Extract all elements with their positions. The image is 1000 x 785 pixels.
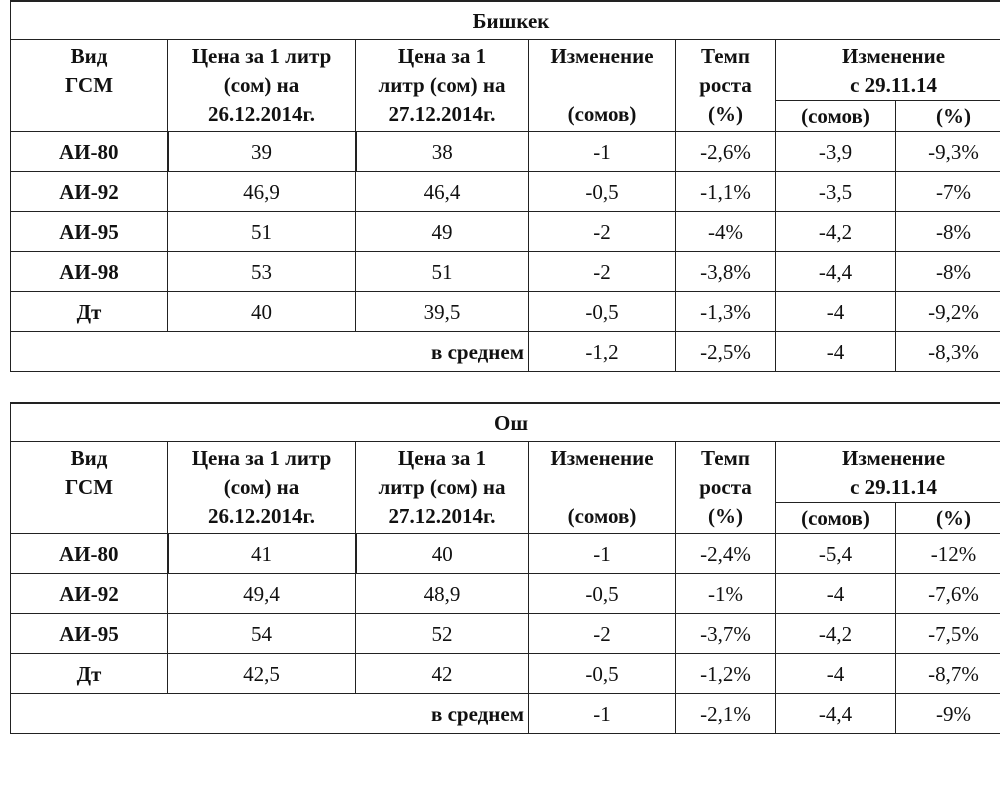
table-row (11, 614, 1000, 654)
change-since-som: -4,2 (776, 212, 896, 252)
price-curr: 40 (356, 534, 529, 574)
growth-rate: -1,1% (676, 172, 776, 212)
change-since-pct: -8% (896, 252, 1000, 292)
table-row (11, 534, 1000, 574)
header-growth-rate: Темп роста (%) (676, 40, 776, 132)
change-since-som: -5,4 (776, 534, 896, 574)
change: -1 (529, 132, 676, 172)
average-growth-rate: -2,5% (676, 332, 776, 372)
header-price-prev: Цена за 1 литр (сом) на 26.12.2014г. (168, 442, 356, 534)
change: -0,5 (529, 574, 676, 614)
average-change-since-som: -4 (776, 332, 896, 372)
price-prev: 41 (168, 534, 356, 574)
change-since-pct: -9,2% (896, 292, 1000, 332)
change-since-som: -3,9 (776, 132, 896, 172)
growth-rate: -1,3% (676, 292, 776, 332)
fuel-price-table-bishkek (10, 0, 1000, 372)
change-since-pct: -9,3% (896, 132, 1000, 172)
change-since-pct: -7% (896, 172, 1000, 212)
fuel-name: АИ-92 (11, 574, 168, 614)
growth-rate: -2,4% (676, 534, 776, 574)
table-row (11, 292, 1000, 332)
header-change-since-pct: (%) (896, 101, 1000, 132)
average-change-since-pct: -8,3% (896, 332, 1000, 372)
table-row (11, 574, 1000, 614)
header-change: Изменение (сомов) (529, 442, 676, 534)
fuel-price-table-osh (10, 402, 1000, 734)
header-fuel-type: Вид ГСМ (11, 40, 168, 132)
city-title: Бишкек (11, 1, 1000, 40)
table-row (11, 132, 1000, 172)
growth-rate: -3,7% (676, 614, 776, 654)
growth-rate: -3,8% (676, 252, 776, 292)
header-growth-rate: Темп роста (%) (676, 442, 776, 534)
price-prev: 42,5 (168, 654, 356, 694)
average-label: в среднем (11, 332, 529, 372)
price-prev: 51 (168, 212, 356, 252)
price-prev: 49,4 (168, 574, 356, 614)
price-prev: 46,9 (168, 172, 356, 212)
change: -2 (529, 252, 676, 292)
fuel-name: АИ-80 (11, 534, 168, 574)
header-change-since: Изменение с 29.11.14 (776, 40, 1000, 101)
header-change-since-som: (сомов) (776, 101, 896, 132)
price-curr: 39,5 (356, 292, 529, 332)
change-since-pct: -8% (896, 212, 1000, 252)
growth-rate: -2,6% (676, 132, 776, 172)
table-row (11, 172, 1000, 212)
change-since-som: -4 (776, 574, 896, 614)
header-price-curr: Цена за 1 литр (сом) на 27.12.2014г. (356, 442, 529, 534)
price-curr: 52 (356, 614, 529, 654)
change: -2 (529, 614, 676, 654)
fuel-name: АИ-92 (11, 172, 168, 212)
change-since-pct: -12% (896, 534, 1000, 574)
change-since-pct: -7,5% (896, 614, 1000, 654)
price-curr: 42 (356, 654, 529, 694)
average-change-since-pct: -9% (896, 694, 1000, 734)
change-since-som: -4 (776, 292, 896, 332)
average-row (11, 694, 1000, 734)
price-curr: 48,9 (356, 574, 529, 614)
change: -1 (529, 534, 676, 574)
price-curr: 38 (356, 132, 529, 172)
table-row (11, 252, 1000, 292)
change-since-pct: -8,7% (896, 654, 1000, 694)
header-price-prev: Цена за 1 литр (сом) на 26.12.2014г. (168, 40, 356, 132)
change-since-som: -3,5 (776, 172, 896, 212)
fuel-name: АИ-95 (11, 212, 168, 252)
fuel-name: АИ-95 (11, 614, 168, 654)
fuel-name: Дт (11, 654, 168, 694)
average-growth-rate: -2,1% (676, 694, 776, 734)
price-curr: 46,4 (356, 172, 529, 212)
fuel-name: АИ-80 (11, 132, 168, 172)
price-curr: 49 (356, 212, 529, 252)
header-change-since-pct: (%) (896, 503, 1000, 534)
average-change: -1,2 (529, 332, 676, 372)
average-change-since-som: -4,4 (776, 694, 896, 734)
table-row (11, 654, 1000, 694)
header-fuel-type: Вид ГСМ (11, 442, 168, 534)
growth-rate: -1% (676, 574, 776, 614)
price-prev: 40 (168, 292, 356, 332)
price-prev: 53 (168, 252, 356, 292)
change: -0,5 (529, 172, 676, 212)
change-since-som: -4,2 (776, 614, 896, 654)
change: -2 (529, 212, 676, 252)
header-change: Изменение (сомов) (529, 40, 676, 132)
growth-rate: -1,2% (676, 654, 776, 694)
city-title: Ош (11, 403, 1000, 442)
price-prev: 39 (168, 132, 356, 172)
change-since-som: -4 (776, 654, 896, 694)
change: -0,5 (529, 654, 676, 694)
header-price-curr: Цена за 1 литр (сом) на 27.12.2014г. (356, 40, 529, 132)
header-change-since-som: (сомов) (776, 503, 896, 534)
growth-rate: -4% (676, 212, 776, 252)
average-row (11, 332, 1000, 372)
fuel-name: АИ-98 (11, 252, 168, 292)
price-curr: 51 (356, 252, 529, 292)
fuel-name: Дт (11, 292, 168, 332)
average-change: -1 (529, 694, 676, 734)
average-label: в среднем (11, 694, 529, 734)
price-prev: 54 (168, 614, 356, 654)
table-row (11, 212, 1000, 252)
header-change-since: Изменение с 29.11.14 (776, 442, 1000, 503)
change-since-som: -4,4 (776, 252, 896, 292)
change: -0,5 (529, 292, 676, 332)
change-since-pct: -7,6% (896, 574, 1000, 614)
